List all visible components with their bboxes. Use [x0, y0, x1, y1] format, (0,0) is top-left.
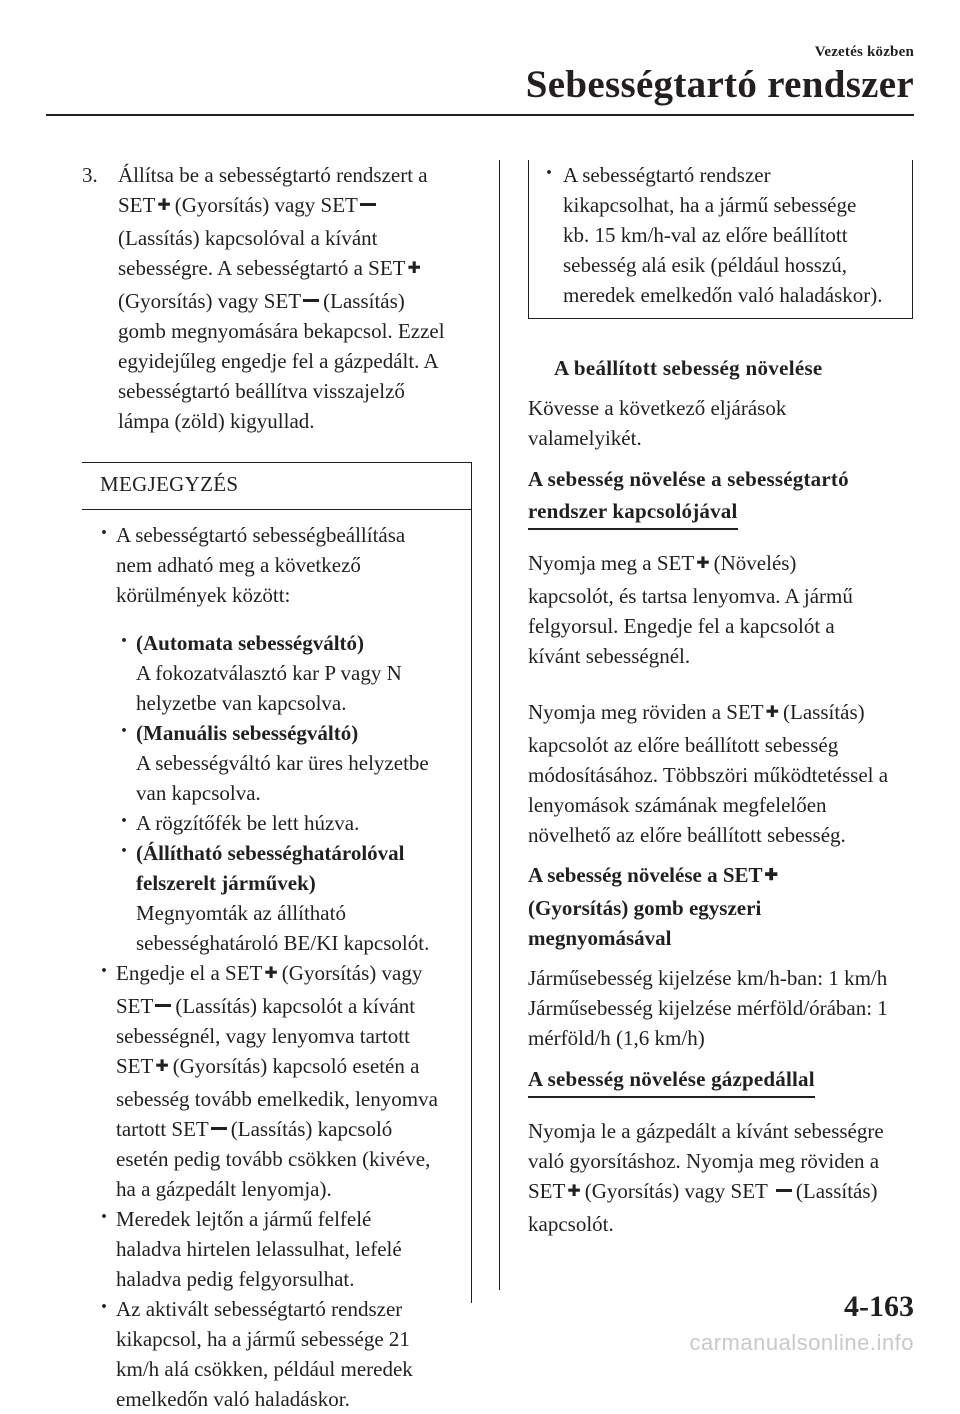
body-text: mérföld/h (1,6 km/h) — [528, 1026, 705, 1050]
condition-title: felszerelt járművek) — [136, 871, 316, 895]
note-text-part: Engedje el a SET — [116, 961, 263, 985]
body-text: valamelyikét. — [528, 426, 642, 450]
note-text: körülmények között: — [116, 583, 291, 607]
step-number: 3. — [82, 163, 98, 187]
plus-icon — [262, 961, 281, 985]
body-text: lenyomások számának megfelelően — [528, 793, 827, 817]
note-bullet — [82, 1294, 461, 1414]
subheading — [528, 860, 914, 953]
note-text-part: SET — [116, 994, 154, 1018]
note-text: sebesség alá esik (például hosszú, — [563, 253, 848, 277]
step-line: Állítsa be a sebességtartó rendszert a — [118, 163, 428, 187]
step-line: (Lassítás) kapcsolóval a kívánt — [118, 226, 378, 250]
subheading-line: (Gyorsítás) gomb egyszeri — [528, 896, 762, 920]
left-column — [82, 160, 472, 1411]
condition-text: · A rögzítőfék be lett húzva. — [136, 811, 360, 835]
header-section: Vezetés közben — [814, 44, 914, 60]
page-title: Sebességtartó rendszer — [525, 63, 914, 106]
body-text — [528, 1176, 914, 1209]
note-text-part: (Gyorsítás) vagy — [281, 961, 423, 985]
body-text: felgyorsul. Engedje fel a kapcsolót a — [528, 614, 835, 638]
body-text: kapcsolót. — [528, 1212, 614, 1236]
note-bullet — [82, 1204, 461, 1294]
note-box — [82, 462, 472, 1411]
step-line: lámpa (zöld) kigyullad. — [118, 409, 315, 433]
body-text: Járműsebesség kijelzése mérföld/órában: 1 — [528, 996, 888, 1020]
note-text-part: (Lassítás) kapcsolót a kívánt — [175, 994, 416, 1018]
note-bullet — [82, 520, 461, 610]
note-text: meredek emelkedőn való haladáskor). — [563, 283, 883, 307]
condition-text: sebességhatároló BE/KI kapcsolót. — [136, 931, 430, 955]
note-text: nem adható meg a következő — [116, 553, 361, 577]
note-text: haladva pedig felgyorsulhat. — [116, 1267, 355, 1291]
column-divider — [499, 160, 500, 1290]
note-text: sebesség tovább emelkedik, lenyomva — [116, 1087, 438, 1111]
body-text: kívánt sebességnél. — [528, 644, 691, 668]
body-text: kapcsolót, és tartsa lenyomva. A jármű — [528, 584, 853, 608]
step-line — [118, 286, 472, 316]
body-text-part: (Növelés) — [713, 551, 797, 575]
note-sub-bullet — [82, 808, 461, 838]
note-body — [82, 510, 471, 1414]
note-text-part: (Gyorsítás) kapcsoló esetén a — [172, 1054, 420, 1078]
watermark: carmanualsonline.info — [689, 1330, 914, 1355]
minus-icon — [301, 289, 323, 313]
plus-icon — [153, 1054, 172, 1078]
note-text: · Az aktivált sebességtartó rendszer — [116, 1297, 403, 1321]
note-title: MEGJEGYZÉS — [82, 463, 471, 510]
body-text: módosításához. Többszöri működtetéssel a — [528, 763, 889, 787]
subheading-line: rendszer kapcsolójával — [528, 495, 738, 530]
body-text: való gyorsításhoz. Nyomja meg röviden a — [528, 1149, 880, 1173]
subheading-line — [528, 860, 914, 893]
condition-text: Megnyomták az állítható — [136, 901, 346, 925]
note-text — [116, 1114, 461, 1144]
plus-icon — [406, 256, 425, 280]
note-text-part: tartott SET — [116, 1117, 209, 1141]
step-text: SET — [118, 193, 156, 217]
plus-icon — [155, 193, 174, 217]
step-3 — [82, 160, 472, 436]
subheading-line: A sebesség növelése a sebességtartó — [528, 467, 849, 491]
step-line: sebességtartó beállítva visszajelző — [118, 379, 405, 403]
note-text: kikapcsolhat, ha a jármű sebessége — [563, 193, 857, 217]
condition-text: A fokozatválasztó kar P vagy N — [136, 661, 402, 685]
minus-icon — [774, 1179, 796, 1203]
step-line: gomb megnyomására bekapcsol. Ezzel — [118, 319, 445, 343]
step-text: (Gyorsítás) vagy SET — [118, 289, 302, 313]
note-text: emelkedőn való haladáskor. — [116, 1387, 350, 1411]
note-sub-bullet — [82, 718, 461, 808]
note-bullet — [82, 958, 461, 1204]
body-text-part: Nyomja meg a SET — [528, 551, 695, 575]
step-line — [118, 253, 472, 286]
note-text-part: SET — [116, 1054, 154, 1078]
body-text-part: (Lassítás) — [783, 700, 865, 724]
body-text-part: SET — [528, 1179, 566, 1203]
plus-icon — [763, 863, 782, 887]
note-text: kb. 15 km/h-val az előre beállított — [563, 223, 848, 247]
body-text: kapcsolót az előre beállított sebesség — [528, 733, 839, 757]
note-sub-bullet — [82, 838, 461, 958]
subheading-part: A sebesség növelése a SET — [528, 863, 763, 887]
note-text — [116, 991, 461, 1021]
minus-icon — [209, 1117, 231, 1141]
body-text-part: Nyomja meg röviden a SET — [528, 700, 764, 724]
body-text-part: (Gyorsítás) vagy SET — [584, 1179, 768, 1203]
step-text: sebességre. A sebességtartó a SET — [118, 256, 406, 280]
note-sub-bullet — [82, 628, 461, 718]
header-rule — [46, 114, 914, 116]
condition-title: · (Állítható sebességhatárolóval — [136, 841, 405, 865]
subheading — [528, 463, 914, 530]
note-bullet — [529, 160, 904, 310]
minus-icon — [358, 193, 380, 217]
note-text: sebességnél, vagy lenyomva tartott — [116, 1024, 410, 1048]
plus-icon — [565, 1179, 584, 1203]
body-text: növelhető az előre beállított sebesség. — [528, 823, 846, 847]
note-text: · Meredek lejtőn a jármű felfelé — [116, 1207, 372, 1231]
step-line — [118, 190, 472, 223]
note-text: · A sebességtartó rendszer — [563, 163, 771, 187]
subheading-line: megnyomásával — [528, 926, 672, 950]
right-column — [528, 160, 914, 1239]
body-text — [528, 548, 914, 581]
note-text: kikapcsol, ha a jármű sebessége 21 — [116, 1327, 410, 1351]
condition-title: · (Manuális sebességváltó) — [136, 721, 359, 745]
section-title: A beállított sebesség növelése — [554, 356, 823, 380]
note-text: esetén pedig tovább csökken (kivéve, — [116, 1147, 431, 1171]
note-text-part: (Lassítás) kapcsoló — [230, 1117, 393, 1141]
body-text: Nyomja le a gázpedált a kívánt sebességre — [528, 1119, 884, 1143]
condition-text: helyzetbe van kapcsolva. — [136, 691, 347, 715]
body-text: Kövesse a következő eljárások — [528, 396, 787, 420]
step-line: egyidejűleg engedje fel a gázpedált. A — [118, 349, 439, 373]
minus-icon — [153, 994, 175, 1018]
body-text-part: (Lassítás) — [795, 1179, 878, 1203]
condition-text: van kapcsolva. — [136, 781, 261, 805]
plus-icon — [694, 551, 713, 575]
step-text: (Gyorsítás) vagy SET — [174, 193, 358, 217]
note-box-continued — [528, 160, 913, 319]
condition-title: · (Automata sebességváltó) — [136, 631, 365, 655]
body-text: Járműsebesség kijelzése km/h-ban: 1 km/h — [528, 966, 888, 990]
note-text: haladva hirtelen lelassulhat, lefelé — [116, 1237, 402, 1261]
plus-icon — [764, 700, 783, 724]
condition-text: A sebességváltó kar üres helyzetbe — [136, 751, 429, 775]
step-text: (Lassítás) — [323, 289, 405, 313]
body-text — [528, 697, 914, 730]
page-number: 4-163 — [844, 1290, 914, 1323]
note-text: ha a gázpedált lenyomja). — [116, 1177, 332, 1201]
note-text — [116, 958, 461, 991]
subheading: A sebesség növelése gázpedállal — [528, 1063, 815, 1098]
note-text — [116, 1051, 461, 1084]
note-text: · A sebességtartó sebességbeállítása — [116, 523, 406, 547]
note-text: km/h alá csökken, például meredek — [116, 1357, 413, 1381]
